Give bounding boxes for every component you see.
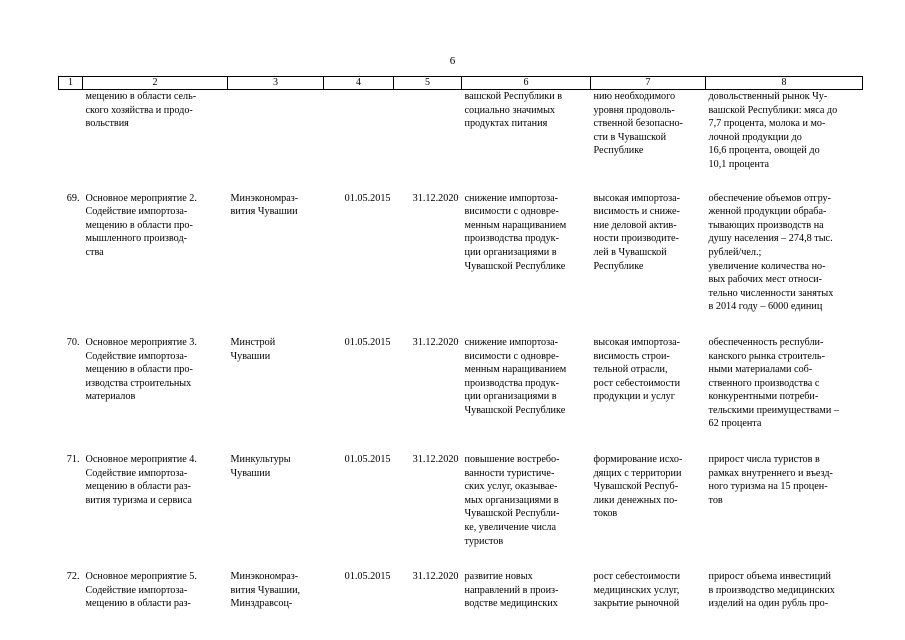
non-implementation-consequence: [591, 336, 706, 453]
table-row: [59, 192, 863, 336]
start-date: 01.05.2015: [344, 336, 391, 348]
text-line: висимости с одновре-: [464, 206, 559, 218]
text-line: рост себестоимости: [593, 377, 681, 389]
text-line: лей в Чувашской: [593, 246, 667, 258]
text-line: Содействие импортоза-: [85, 206, 188, 218]
text-line: довольственный рынок Чу-: [708, 91, 828, 102]
text-line: 10,1 процента: [708, 158, 770, 170]
text-line: продуктах питания: [464, 118, 548, 130]
end-date: 31.12.2020: [412, 571, 459, 583]
text-line: Основное мероприятие 3.: [85, 336, 197, 348]
text-line: тельскими преимуществами –: [708, 404, 839, 416]
text-line: ского хозяйства и продо-: [85, 104, 193, 116]
header-cell-6: 6: [462, 77, 591, 90]
text-line: ственного производства с: [708, 377, 820, 389]
start-date: 01.05.2015: [344, 571, 391, 583]
text-line: рублей/чел.;: [708, 246, 762, 258]
text-line: тельно численности занятых: [708, 287, 834, 299]
table-row: [59, 336, 863, 453]
text-line: производства продук-: [464, 377, 560, 389]
header-cell-3: 3: [228, 77, 324, 90]
start-date: 01.05.2015: [344, 454, 391, 466]
text-line: продукции и услуг: [593, 391, 675, 403]
expected-result: [462, 192, 591, 336]
row-number: 70.: [66, 336, 80, 348]
end-date: 31.12.2020: [412, 336, 459, 348]
start-date: 01.05.2015: [344, 192, 391, 204]
text-line: производства продук-: [464, 233, 560, 245]
header-cell-2: 2: [83, 77, 228, 90]
text-line: Основное мероприятие 4.: [85, 454, 197, 466]
row-number: 71.: [66, 454, 80, 466]
text-line: рост себестоимости: [593, 571, 681, 583]
text-line: сти в Чувашской: [593, 131, 667, 143]
text-line: водстве медицинских: [464, 598, 558, 610]
text-line: материалов: [85, 391, 136, 403]
text-line: социально значимых: [464, 104, 556, 116]
text-line: мых организациями в: [464, 494, 559, 506]
text-line: изводства строительных: [85, 377, 192, 389]
text-line: Минэкономраз-: [230, 192, 299, 204]
continuation-measure: [83, 90, 228, 192]
text-line: ности производите-: [593, 233, 679, 245]
page-number: 6: [449, 55, 456, 67]
text-line: висимости с одновре-: [464, 350, 559, 362]
text-line: ными материалами соб-: [708, 364, 813, 376]
text-line: Чувашской Республике: [464, 260, 566, 272]
text-line: висимость и сниже-: [593, 206, 680, 218]
text-line: Минздравсоц-: [230, 598, 293, 610]
text-line: высокая импортоза-: [593, 192, 681, 204]
text-line: медицинских услуг,: [593, 584, 680, 596]
text-line: ских услуг, оказывае-: [464, 481, 558, 493]
header-cell-7: 7: [591, 77, 706, 90]
text-line: менным наращиванием: [464, 219, 567, 231]
text-line: прирост объема инвестиций: [708, 571, 831, 583]
target-indicator: [706, 570, 863, 633]
text-line: Содействие импортоза-: [85, 584, 188, 596]
text-line: мещению в области раз-: [85, 481, 191, 493]
text-line: ного туризма на 15 процен-: [708, 481, 828, 493]
text-line: обеспеченность республи-: [708, 336, 824, 348]
text-line: дящих с территории: [593, 467, 682, 479]
row-number: 69.: [66, 192, 80, 204]
non-implementation-consequence: [591, 453, 706, 570]
text-line: направлений в произ-: [464, 584, 559, 596]
header-cell-4: 4: [324, 77, 394, 90]
expected-result: [462, 570, 591, 633]
text-line: ственной безопасно-: [593, 118, 683, 130]
text-line: канского рынка строитель-: [708, 350, 825, 362]
text-line: высокая импортоза-: [593, 336, 681, 348]
target-indicator: [706, 453, 863, 570]
text-line: Чувашии: [230, 467, 271, 479]
continuation-indicator: [706, 90, 863, 192]
table-row: [59, 570, 863, 633]
text-line: Чувашской Республи-: [464, 508, 560, 520]
header-cell-1: 1: [59, 77, 83, 90]
text-line: увеличение количества но-: [708, 260, 826, 272]
text-line: снижение импортоза-: [464, 336, 559, 348]
responsible-executor: [228, 453, 324, 570]
text-line: 16,6 процента, овощей до: [708, 145, 820, 157]
text-line: формирование исхо-: [593, 454, 683, 466]
text-line: ства: [85, 246, 104, 258]
non-implementation-consequence: [591, 570, 706, 633]
measure-name: [83, 453, 228, 570]
measures-table: [58, 76, 863, 633]
text-line: Минэкономраз-: [230, 571, 299, 583]
text-line: вых рабочих мест относи-: [708, 274, 822, 286]
continuation-row: [59, 90, 863, 192]
non-implementation-consequence: [591, 192, 706, 336]
text-line: закрытие рыночной: [593, 598, 680, 610]
text-line: 62 процента: [708, 418, 762, 430]
text-line: уровня продоволь-: [593, 104, 675, 116]
text-line: вития Чувашии: [230, 206, 298, 218]
text-line: Минкультуры: [230, 454, 291, 466]
text-line: туристов: [464, 535, 504, 547]
text-line: ции организациями в: [464, 246, 557, 258]
text-line: в 2014 году – 6000 единиц: [708, 301, 823, 313]
text-line: вития туризма и сервиса: [85, 494, 192, 506]
text-line: прирост числа туристов в: [708, 454, 820, 466]
header-cell-5: 5: [394, 77, 462, 90]
text-line: Чувашской Республике: [464, 404, 566, 416]
text-line: ванности туристиче-: [464, 467, 555, 479]
responsible-executor: [228, 570, 324, 633]
target-indicator: [706, 192, 863, 336]
table-row: [59, 453, 863, 570]
text-line: лочной продукции до: [708, 131, 802, 143]
end-date: 31.12.2020: [412, 192, 459, 204]
text-line: Минстрой: [230, 336, 276, 348]
measure-name: [83, 192, 228, 336]
text-line: Содействие импортоза-: [85, 350, 188, 362]
text-line: висимость строи-: [593, 350, 670, 362]
header-cell-8: 8: [706, 77, 863, 90]
text-line: Республике: [593, 260, 644, 272]
text-line: тов: [708, 494, 723, 506]
text-line: Чувашии: [230, 350, 271, 362]
text-line: женной продукции обраба-: [708, 206, 827, 218]
text-line: тывающих производств на: [708, 219, 824, 231]
text-line: вашской Республики: мяса до: [708, 104, 838, 116]
continuation-result: [462, 90, 591, 192]
text-line: конкурентными потреби-: [708, 391, 819, 403]
text-line: нию необходимого: [593, 91, 676, 102]
expected-result: [462, 336, 591, 453]
responsible-executor: [228, 336, 324, 453]
header-row: [59, 77, 863, 90]
text-line: Основное мероприятие 5.: [85, 571, 197, 583]
text-line: мещению в области про-: [85, 364, 193, 376]
text-line: 7,7 процента, молока и мо-: [708, 118, 826, 130]
text-line: рамках внутреннего и въезд-: [708, 467, 833, 479]
text-line: повышение востребо-: [464, 454, 560, 466]
text-line: ке, увеличение числа: [464, 522, 557, 534]
end-date: 31.12.2020: [412, 454, 459, 466]
text-line: ции организациями в: [464, 391, 557, 403]
text-line: Содействие импортоза-: [85, 467, 188, 479]
text-line: вития Чувашии,: [230, 584, 301, 596]
text-line: мышленного производ-: [85, 233, 188, 245]
text-line: мещению в области сель-: [85, 91, 197, 102]
text-line: токов: [593, 508, 618, 520]
expected-result: [462, 453, 591, 570]
text-line: обеспечение объемов отгру-: [708, 192, 832, 204]
text-line: тельной отрасли,: [593, 364, 668, 376]
text-line: Основное мероприятие 2.: [85, 192, 197, 204]
text-line: изделий на один рубль про-: [708, 598, 829, 610]
responsible-executor: [228, 192, 324, 336]
text-line: вашской Республики в: [464, 91, 563, 102]
text-line: снижение импортоза-: [464, 192, 559, 204]
target-indicator: [706, 336, 863, 453]
text-line: Республике: [593, 145, 644, 157]
text-line: менным наращиванием: [464, 364, 567, 376]
text-line: в производство медицинских: [708, 584, 835, 596]
text-line: развитие новых: [464, 571, 533, 583]
text-line: Чувашской Респуб-: [593, 481, 679, 493]
text-line: душу населения – 274,8 тыс.: [708, 233, 833, 245]
text-line: ние деловой актив-: [593, 219, 677, 231]
text-line: мещению в области про-: [85, 219, 193, 231]
measure-name: [83, 570, 228, 633]
measure-name: [83, 336, 228, 453]
row-number: 72.: [66, 571, 80, 583]
text-line: мещению в области раз-: [85, 598, 191, 610]
text-line: вольствия: [85, 118, 129, 130]
continuation-consequence: [591, 90, 706, 192]
text-line: лики денежных по-: [593, 494, 678, 506]
